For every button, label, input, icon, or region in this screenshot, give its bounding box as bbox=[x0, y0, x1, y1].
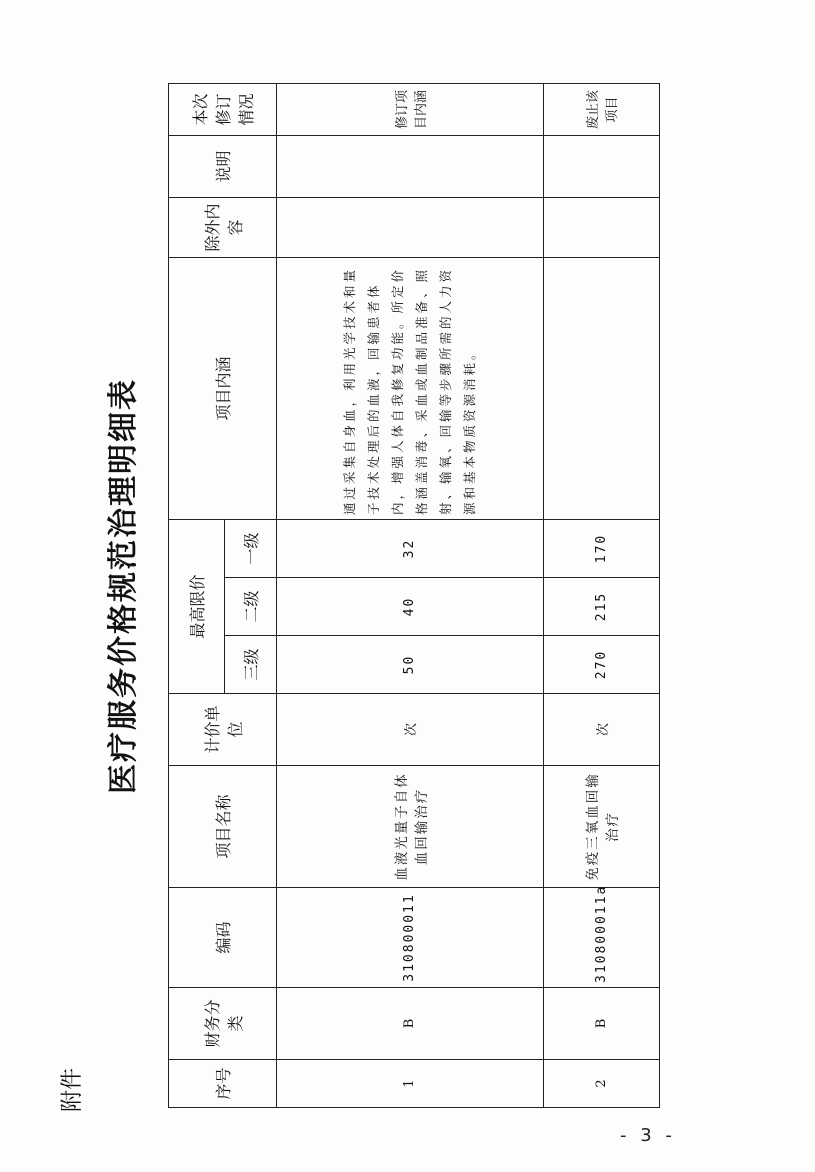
cell-exclusions bbox=[543, 197, 659, 257]
page-number: - 3 - bbox=[620, 1125, 676, 1146]
cell-revision: 废止该项目 bbox=[543, 83, 659, 135]
header-code: 编码 bbox=[169, 888, 277, 988]
cell-revision: 修订项目内涵 bbox=[277, 83, 544, 135]
cell-content bbox=[543, 257, 659, 519]
cell-item-name: 血液光量子自体血回输治疗 bbox=[277, 766, 544, 888]
price-detail-table bbox=[168, 83, 660, 1108]
cell-level1: 32 bbox=[277, 519, 544, 577]
cell-level3: 50 bbox=[277, 636, 544, 694]
header-seq: 序号 bbox=[169, 1060, 277, 1108]
header-exclusions: 除外内容 bbox=[169, 197, 277, 257]
cell-unit: 次 bbox=[277, 694, 544, 766]
page-title: 医疗服务价格规范治理明细表 bbox=[106, 378, 141, 794]
header-unit: 计价单位 bbox=[169, 694, 277, 766]
cell-seq: 2 bbox=[543, 1060, 659, 1108]
attachment-label: 附件 bbox=[60, 1067, 85, 1112]
table-row bbox=[543, 83, 659, 1107]
header-item-name: 项目名称 bbox=[169, 766, 277, 888]
header-finance-class: 财务分类 bbox=[169, 988, 277, 1060]
cell-finance-class: B bbox=[277, 988, 544, 1060]
cell-seq: 1 bbox=[277, 1060, 544, 1108]
cell-notes bbox=[277, 135, 544, 197]
cell-item-name: 免疫三氧血回输治疗 bbox=[543, 766, 659, 888]
cell-exclusions bbox=[277, 197, 544, 257]
cell-notes bbox=[543, 135, 659, 197]
cell-level1: 170 bbox=[543, 519, 659, 577]
header-level2: 二级 bbox=[225, 578, 277, 636]
header-content: 项目内涵 bbox=[169, 257, 277, 519]
header-notes: 说明 bbox=[169, 135, 277, 197]
table-row bbox=[277, 83, 544, 1107]
header-level3: 三级 bbox=[225, 636, 277, 694]
header-max-price: 最高限价 bbox=[169, 519, 225, 693]
cell-level3: 270 bbox=[543, 636, 659, 694]
cell-unit: 次 bbox=[543, 694, 659, 766]
cell-level2: 215 bbox=[543, 578, 659, 636]
cell-code: 310800011 bbox=[277, 888, 544, 988]
cell-level2: 40 bbox=[277, 578, 544, 636]
cell-finance-class: B bbox=[543, 988, 659, 1060]
header-level1: 一级 bbox=[225, 519, 277, 577]
header-revision: 本次修订情况 bbox=[169, 83, 277, 135]
header-row-top bbox=[169, 83, 225, 1107]
cell-code: 310800011a bbox=[543, 888, 659, 988]
cell-content: 通过采集自身血，利用光学技术和量子技术处理后的血液，回输患者体内，增强人体自我修复功能。所定价格涵盖消毒、采血或血制品准备、照射、输氧、回输等步骤所需的人力资源和基本物质资源消耗。 bbox=[277, 257, 544, 519]
